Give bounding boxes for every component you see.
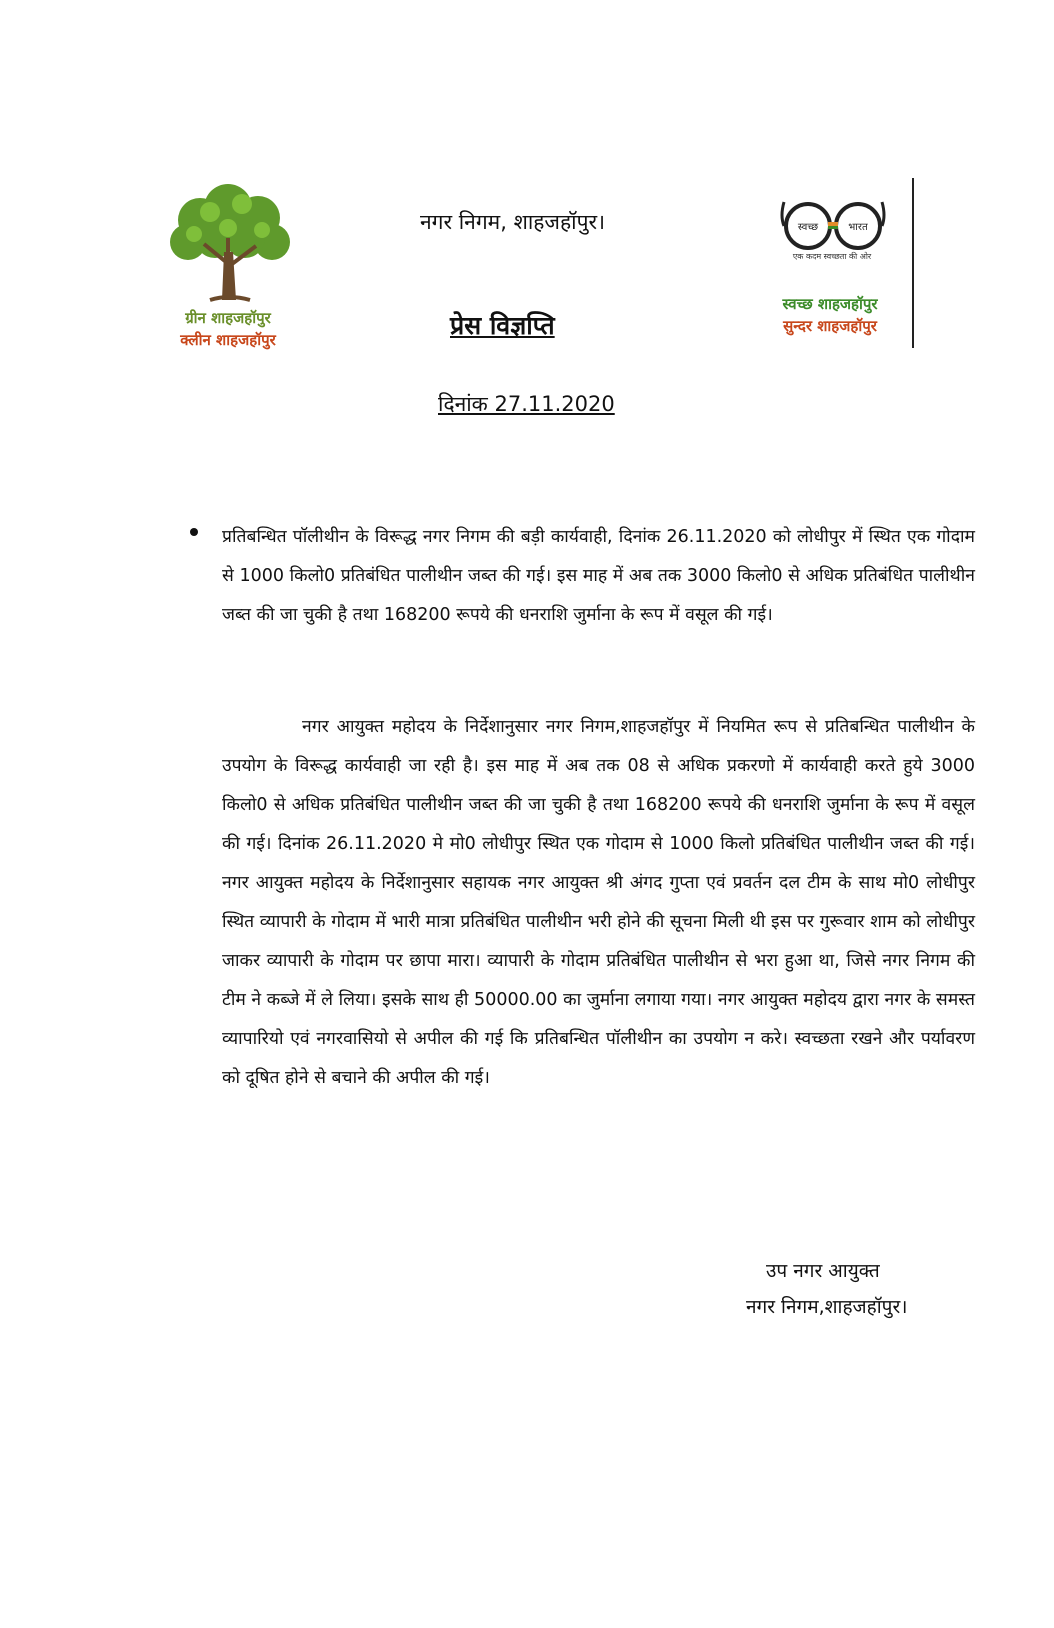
signatory-office: नगर निगम,शाहजहॉपुर। bbox=[746, 1296, 908, 1318]
main-paragraph: नगर आयुक्त महोदय के निर्देशानुसार नगर निगम,शाहजहॉपुर में नियमित रूप से प्रतिबन्धित पालीथीन के उपयोग के विरूद्ध कार्यवाही जा रही है। इस माह में अब तक 08 से अधिक प्रकरणो में कार्यवाही करते हुये 3000 किलो0 से अधिक प्रतिबंधित पालीथीन जब्त की जा चुकी है तथा 168200 रूपये की धनराशि जुर्माना के रूप में वसूल की गई। दिनांक 26.11.2020 मे मो0 लोधीपुर स्थित एक गोदाम से 1000 किलो प्रतिबंधित पालीथीन जब्त की गई। नगर आयुक्त महोदय के निर्देशानुसार सहायक नगर आयुक्त श्री अंगद गुप्ता एवं प्रवर्तन दल टीम के साथ मो0 लोधीपुर स्थित व्यापारी के गोदाम में भारी मात्रा प्रतिबंधित पालीथीन भरी होने की सूचना मिली थी इस पर गुरूवार शाम को लोधीपुर जाकर व्यापारी के गोदाम पर छापा मारा। व्यापारी के गोदाम प्रतिबंधित पालीथीन से भरा हुआ था, जिसे नगर निगम की टीम ने कब्जे में ले लिया। इसके साथ ही 50000.00 का जुर्माना लगाया गया। नगर आयुक्त महोदय द्वारा नगर के समस्त व्यापारियो एवं नगरवासियो से अपील की गई कि प्रतिबन्धित पॉलीथीन का उपयोग न करे। स्वच्छता रखने और पर्यावरण को दूषित होने से बचाने की अपील की गई। bbox=[222, 717, 975, 1088]
bullet-paragraph: प्रतिबन्धित पॉलीथीन के विरूद्ध नगर निगम की बड़ी कार्यवाही, दिनांक 26.11.2020 को लोधीपुर में स्थित एक गोदाम से 1000 किलो0 प्रतिबंधित पालीथीन जब्त की गई। इस माह में अब तक 3000 किलो0 से अधिक प्रतिबंधित पालीथीन जब्त की जा चुकी है तथा 168200 रूपये की धनराशि जुर्माना के रूप में वसूल की गई। bbox=[222, 527, 975, 625]
vertical-divider bbox=[912, 178, 914, 348]
organization-title: नगर निगम, शाहजहॉपुर। bbox=[420, 210, 606, 234]
green-shahjahanpur-text: ग्रीन शाहजहॉपुर bbox=[185, 309, 271, 327]
signatory-designation: उप नगर आयुक्त bbox=[766, 1260, 880, 1282]
glass-left-text: स्वच्छ bbox=[797, 222, 819, 233]
press-release-title: प्रेस विज्ञप्ति bbox=[450, 311, 555, 340]
glass-right-text: भारत bbox=[848, 222, 868, 233]
swachh-shahjahanpur-text: स्वच्छ शाहजहॉपुर bbox=[782, 295, 878, 313]
gandhi-glasses-icon bbox=[778, 196, 888, 254]
tree-icon bbox=[160, 182, 298, 306]
release-date: दिनांक 27.11.2020 bbox=[438, 392, 615, 416]
bullet-icon bbox=[190, 528, 198, 536]
sundar-shahjahanpur-text: सुन्दर शाहजहॉपुर bbox=[783, 317, 877, 335]
swachh-tagline: एक कदम स्वच्छता की ओर bbox=[792, 252, 872, 261]
clean-shahjahanpur-text: क्लीन शाहजहॉपुर bbox=[180, 331, 276, 349]
